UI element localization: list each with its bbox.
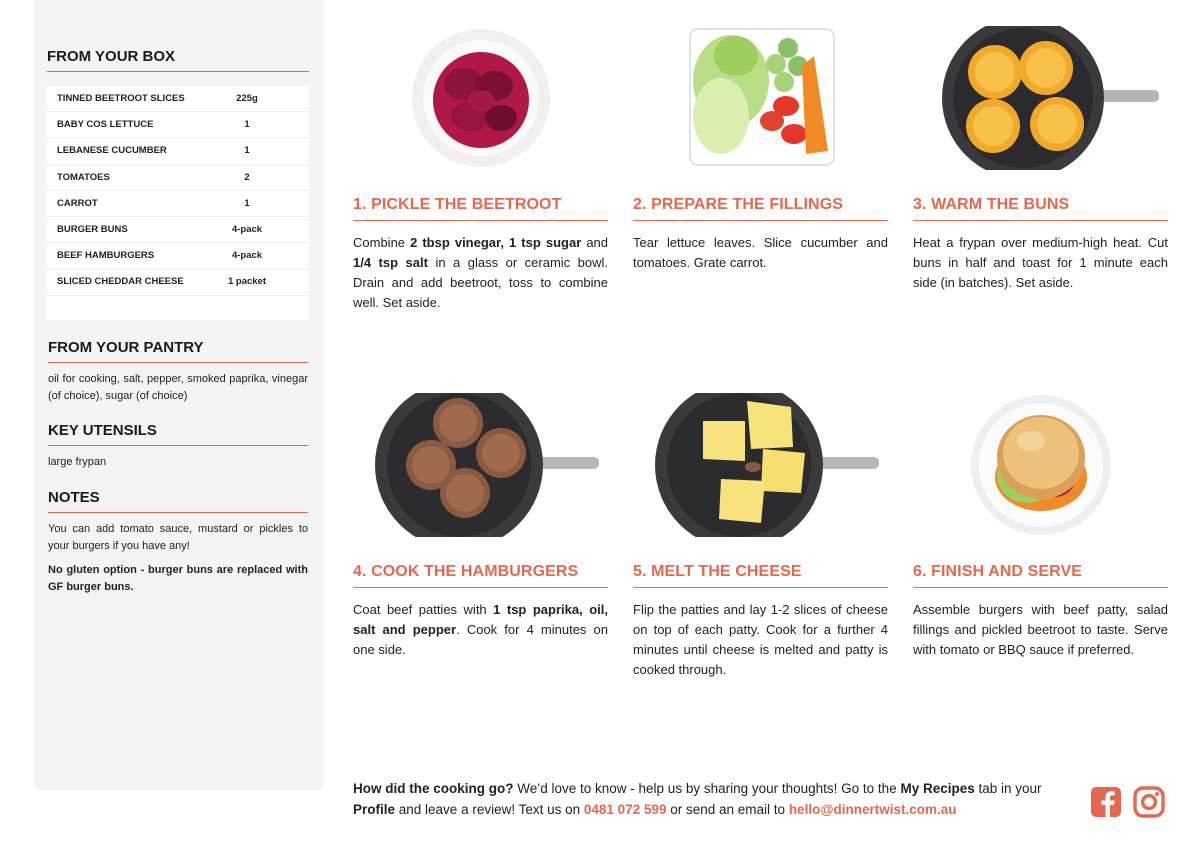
notes-text: You can add tomato sauce, mustard or pickles to your burgers if you have any! <box>48 523 308 552</box>
step-3-title: 3. WARM THE BUNS <box>913 196 1168 221</box>
step-5 <box>633 393 888 680</box>
my-recipes-link[interactable]: My Recipes <box>900 781 975 796</box>
ingredient-name: TOMATOES <box>57 171 110 183</box>
facebook-icon[interactable] <box>1090 786 1122 818</box>
ingredient-qty: 2 <box>244 171 250 183</box>
ingredient-row <box>47 269 309 295</box>
step-6 <box>913 393 1168 660</box>
ingredient-qty: 1 packet <box>227 276 267 288</box>
instagram-icon[interactable] <box>1133 786 1165 818</box>
ingredient-name: CARROT <box>57 197 98 209</box>
ingredient-name: BABY COS LETTUCE <box>57 119 154 131</box>
feedback-question: How did the cooking go? <box>353 781 514 796</box>
ingredient-table <box>47 86 309 320</box>
from-your-box-title: FROM YOUR BOX <box>47 48 309 72</box>
step-6-title: 6. FINISH AND SERVE <box>913 563 1168 588</box>
step-1 <box>353 26 608 313</box>
ingredient-row <box>47 86 309 112</box>
ingredient-name: TINNED BEETROOT SLICES <box>57 93 185 105</box>
ingredient-name: BURGER BUNS <box>57 224 128 236</box>
step-5-text: Flip the patties and lay 1-2 slices of cheese on top of each patty. Cook for a further 4 minutes until cheese is melted and patty is cooked through. <box>633 602 888 677</box>
step-2 <box>633 26 888 273</box>
step-2-photo <box>633 26 888 170</box>
ingredient-row <box>47 217 309 243</box>
ingredient-row <box>47 243 309 269</box>
step-6-photo <box>913 393 1168 537</box>
step-5-photo <box>633 393 888 537</box>
ingredient-name: LEBANESE CUCUMBER <box>57 145 167 157</box>
step-5-title: 5. MELT THE CHEESE <box>633 563 888 588</box>
step-4 <box>353 393 608 660</box>
step-4-title: 4. COOK THE HAMBURGERS <box>353 563 608 588</box>
pantry-title: FROM YOUR PANTRY <box>48 339 308 363</box>
beetroot-bowl-image <box>409 26 553 170</box>
feedback-footer: How did the cooking go? We’d love to know - help us by sharing your thoughts! Go to the My Recipes tab in your Profile and leave a review! Text us on 0481 072 599 or send an email to hello@dinnertwist.com.au <box>353 781 1042 817</box>
notes-title: NOTES <box>48 489 308 513</box>
ingredient-qty: 1 <box>244 119 250 131</box>
ingredient-row <box>47 165 309 191</box>
ingredients-sidebar <box>33 0 324 790</box>
utensils-title: KEY UTENSILS <box>48 422 308 446</box>
step-2-title: 2. PREPARE THE FILLINGS <box>633 196 888 221</box>
ingredient-qty: 4-pack <box>231 224 263 236</box>
ingredient-qty: 225g <box>236 93 258 105</box>
step-1-photo <box>353 26 608 170</box>
ingredient-qty: 4-pack <box>231 250 263 262</box>
salad-fillings-image <box>676 26 846 170</box>
ingredient-name: SLICED CHEDDAR CHEESE <box>57 276 184 288</box>
finished-burger-image <box>969 393 1113 537</box>
step-4-text: Coat beef patties with 1 tsp paprika, oil, salt and pepper. Cook for 4 minutes on one side. <box>353 602 609 657</box>
ingredient-row <box>47 112 309 138</box>
melted-cheese-frypan-image <box>633 393 888 537</box>
notes-gluten-free: No gluten option - burger buns are replaced with GF burger buns. <box>48 564 308 593</box>
utensils-section <box>48 422 308 471</box>
ingredient-qty: 1 <box>244 145 250 157</box>
step-3-text: Heat a frypan over medium-high heat. Cut buns in half and toast for 1 minute each side (in batches). Set aside. <box>913 235 1168 290</box>
ingredient-row <box>47 138 309 164</box>
profile-link[interactable]: Profile <box>353 802 396 817</box>
step-1-text: Combine 2 tbsp vinegar, 1 tsp sugar and 1/4 tsp salt in a glass or ceramic bowl. Drain and add beetroot, toss to combine well. Set aside. <box>353 235 609 310</box>
hamburgers-frypan-image <box>353 393 608 537</box>
step-3-photo <box>913 26 1168 170</box>
step-3 <box>913 26 1168 293</box>
step-1-title: 1. PICKLE THE BEETROOT <box>353 196 608 221</box>
ingredient-row <box>47 191 309 217</box>
ingredient-qty: 1 <box>244 197 250 209</box>
ingredient-name: BEEF HAMBURGERS <box>57 250 155 262</box>
notes-section <box>48 489 308 596</box>
step-4-photo <box>353 393 608 537</box>
pantry-text: oil for cooking, salt, pepper, smoked paprika, vinegar (of choice), sugar (of choice) <box>48 373 308 402</box>
phone-link[interactable]: 0481 072 599 <box>583 802 667 817</box>
utensils-text: large frypan <box>48 456 107 468</box>
pantry-section <box>48 339 308 405</box>
step-2-text: Tear lettuce leaves. Slice cucumber and tomatoes. Grate carrot. <box>633 235 888 270</box>
step-6-text: Assemble burgers with beef patty, salad fillings and pickled beetroot to taste. Serve with tomato or BBQ sauce if preferred. <box>913 602 1168 657</box>
buns-frypan-image <box>913 26 1168 170</box>
email-link[interactable]: hello@dinnertwist.com.au <box>788 802 957 817</box>
